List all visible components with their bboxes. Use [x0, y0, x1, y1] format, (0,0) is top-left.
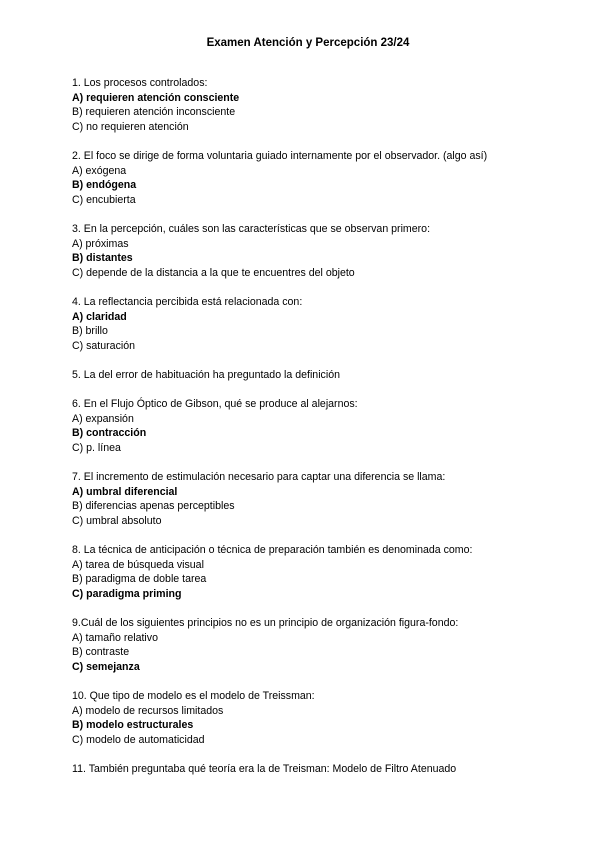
question-4 [72, 295, 540, 353]
answer-option: A) tamaño relativo [72, 631, 158, 644]
question-stem: 6. En el Flujo Óptico de Gibson, qué se produce al alejarnos: [72, 398, 358, 411]
answer-option-correct: B) modelo estructurales [72, 719, 194, 732]
question-list [72, 76, 540, 777]
question-11 [72, 762, 540, 777]
answer-option: B) contraste [72, 646, 130, 659]
question-stem: 3. En la percepción, cuáles son las características que se observan primero: [72, 222, 431, 235]
question-stem: 5. La del error de habituación ha preguntado la definición [72, 368, 340, 381]
answer-option: B) requieren atención inconsciente [72, 106, 236, 119]
answer-option: B) brillo [72, 325, 108, 338]
answer-option: A) exógena [72, 164, 127, 177]
answer-option-correct: B) endógena [72, 179, 137, 192]
question-stem: 10. Que tipo de modelo es el modelo de Treissman: [72, 689, 315, 702]
question-stem: 4. La reflectancia percibida está relacionada con: [72, 295, 303, 308]
answer-option: C) p. línea [72, 441, 121, 454]
answer-option: C) modelo de automaticidad [72, 733, 205, 746]
question-stem: 9.Cuál de los siguientes principios no es un principio de organización figura-fondo: [72, 616, 459, 629]
question-3 [72, 222, 540, 280]
answer-option-correct: A) requieren atención consciente [72, 91, 240, 104]
answer-option: B) paradigma de doble tarea [72, 573, 207, 586]
answer-option: A) tarea de búsqueda visual [72, 558, 204, 571]
question-stem: 11. También preguntaba qué teoría era la de Treisman: Modelo de Filtro Atenuado [72, 762, 457, 775]
answer-option: C) saturación [72, 339, 135, 352]
answer-option: C) depende de la distancia a la que te encuentres del objeto [72, 266, 355, 279]
answer-option-correct: C) semejanza [72, 660, 140, 673]
question-8 [72, 543, 540, 601]
question-2 [72, 149, 540, 207]
answer-option: C) umbral absoluto [72, 514, 162, 527]
question-10 [72, 689, 540, 747]
answer-option: A) próximas [72, 237, 129, 250]
question-9 [72, 616, 540, 674]
question-stem: 7. El incremento de estimulación necesario para captar una diferencia se llama: [72, 471, 446, 484]
answer-option: B) diferencias apenas perceptibles [72, 500, 235, 513]
question-stem: 2. El foco se dirige de forma voluntaria guiado internamente por el observador. (algo así) [72, 149, 488, 162]
question-stem: 1. Los procesos controlados: [72, 77, 208, 89]
answer-option: A) modelo de recursos limitados [72, 704, 224, 717]
question-5 [72, 368, 540, 383]
answer-option-correct: A) claridad [72, 310, 127, 323]
question-6 [72, 397, 540, 455]
question-7 [72, 470, 540, 528]
answer-option-correct: C) paradigma priming [72, 587, 182, 600]
answer-option-correct: A) umbral diferencial [72, 485, 178, 498]
document-title: Examen Atención y Percepción 23/24 [206, 37, 410, 49]
answer-option: C) no requieren atención [72, 120, 189, 133]
answer-option-correct: B) contracción [72, 427, 147, 440]
answer-option: C) encubierta [72, 193, 136, 206]
question-1 [72, 76, 540, 134]
answer-option-correct: B) distantes [72, 252, 133, 265]
answer-option: A) expansión [72, 412, 134, 425]
question-stem: 8. La técnica de anticipación o técnica de preparación también es denominada como: [72, 544, 473, 556]
